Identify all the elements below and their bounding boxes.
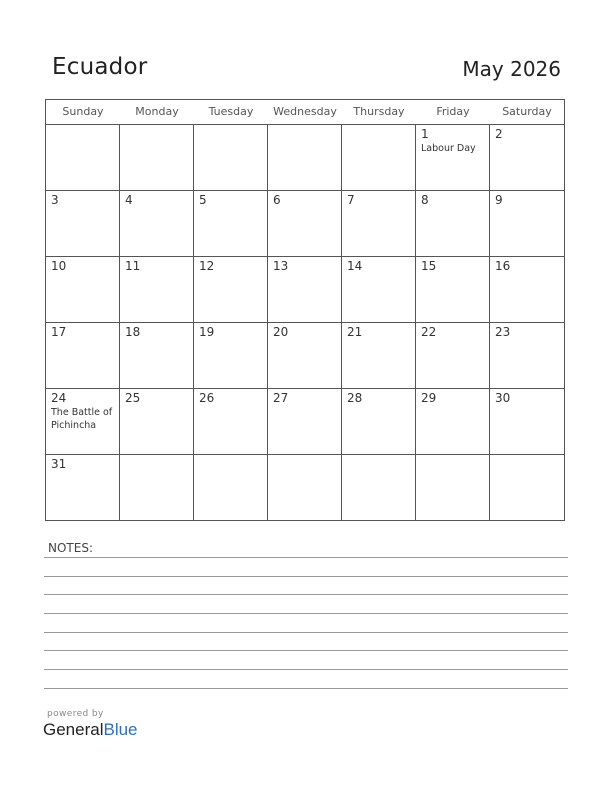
day-cell[interactable] bbox=[46, 257, 120, 322]
week-row bbox=[46, 455, 564, 520]
weekday-wednesday: Wednesday bbox=[273, 105, 337, 118]
day-number: 27 bbox=[273, 391, 289, 405]
day-number: 3 bbox=[51, 193, 59, 207]
weekday-tuesday: Tuesday bbox=[208, 105, 254, 118]
day-cell[interactable] bbox=[120, 389, 194, 454]
day-number: 30 bbox=[495, 391, 511, 405]
day-cell[interactable] bbox=[268, 191, 342, 256]
day-cell[interactable] bbox=[416, 257, 490, 322]
day-cell[interactable] bbox=[194, 125, 268, 190]
day-cell[interactable] bbox=[194, 191, 268, 256]
day-cell[interactable] bbox=[416, 323, 490, 388]
weeks-container bbox=[46, 125, 564, 520]
day-number: 1 bbox=[421, 127, 429, 141]
day-cell[interactable] bbox=[194, 389, 268, 454]
day-number: 17 bbox=[51, 325, 67, 339]
day-cell[interactable] bbox=[490, 323, 564, 388]
day-cell[interactable] bbox=[120, 125, 194, 190]
day-number: 26 bbox=[199, 391, 215, 405]
day-cell[interactable] bbox=[342, 455, 416, 520]
day-number: 2 bbox=[495, 127, 503, 141]
day-number: 14 bbox=[347, 259, 363, 273]
day-cell[interactable] bbox=[194, 257, 268, 322]
day-number: 13 bbox=[273, 259, 289, 273]
note-line bbox=[44, 669, 568, 670]
weekday-header-row bbox=[46, 100, 564, 125]
day-cell[interactable] bbox=[342, 257, 416, 322]
day-cell[interactable] bbox=[490, 257, 564, 322]
day-number: 16 bbox=[495, 259, 511, 273]
day-number: 6 bbox=[273, 193, 281, 207]
note-line bbox=[44, 594, 568, 595]
day-cell[interactable] bbox=[46, 323, 120, 388]
powered-by-text: powered by bbox=[47, 709, 104, 719]
day-cell[interactable] bbox=[342, 323, 416, 388]
day-cell[interactable] bbox=[416, 455, 490, 520]
weekday-sunday: Sunday bbox=[62, 105, 104, 118]
brand-general-text: General bbox=[43, 720, 104, 739]
day-cell[interactable] bbox=[342, 191, 416, 256]
day-cell[interactable] bbox=[490, 455, 564, 520]
holiday-label: The Battle of Pichincha bbox=[51, 407, 113, 431]
day-cell[interactable] bbox=[46, 191, 120, 256]
day-cell[interactable] bbox=[46, 389, 120, 454]
day-cell[interactable] bbox=[120, 191, 194, 256]
day-number: 18 bbox=[125, 325, 141, 339]
notes-label: NOTES: bbox=[48, 541, 93, 555]
day-cell[interactable] bbox=[490, 389, 564, 454]
weekday-thursday: Thursday bbox=[353, 105, 405, 118]
note-line bbox=[44, 688, 568, 689]
day-number: 21 bbox=[347, 325, 363, 339]
day-cell[interactable] bbox=[490, 125, 564, 190]
day-number: 25 bbox=[125, 391, 141, 405]
day-number: 4 bbox=[125, 193, 133, 207]
day-number: 10 bbox=[51, 259, 67, 273]
day-number: 7 bbox=[347, 193, 355, 207]
day-number: 9 bbox=[495, 193, 503, 207]
day-number: 22 bbox=[421, 325, 437, 339]
day-cell[interactable] bbox=[268, 323, 342, 388]
day-number: 12 bbox=[199, 259, 215, 273]
day-cell[interactable] bbox=[416, 191, 490, 256]
day-number: 29 bbox=[421, 391, 437, 405]
week-row bbox=[46, 257, 564, 323]
brand-blue-text: Blue bbox=[103, 720, 138, 739]
day-cell[interactable] bbox=[268, 125, 342, 190]
day-cell[interactable] bbox=[416, 389, 490, 454]
note-line bbox=[44, 557, 568, 558]
day-cell[interactable] bbox=[416, 125, 490, 190]
calendar-grid bbox=[45, 99, 565, 521]
day-cell[interactable] bbox=[268, 455, 342, 520]
day-cell[interactable] bbox=[194, 323, 268, 388]
day-cell[interactable] bbox=[490, 191, 564, 256]
day-number: 11 bbox=[125, 259, 141, 273]
day-number: 20 bbox=[273, 325, 289, 339]
day-number: 23 bbox=[495, 325, 511, 339]
note-line bbox=[44, 650, 568, 651]
day-number: 31 bbox=[51, 457, 67, 471]
day-number: 5 bbox=[199, 193, 207, 207]
day-cell[interactable] bbox=[120, 323, 194, 388]
week-row bbox=[46, 323, 564, 389]
day-number: 24 bbox=[51, 391, 67, 405]
week-row bbox=[46, 389, 564, 455]
holiday-label: Labour Day bbox=[421, 143, 476, 154]
day-cell[interactable] bbox=[342, 389, 416, 454]
week-row bbox=[46, 191, 564, 257]
day-cell[interactable] bbox=[268, 257, 342, 322]
generalblue-logo[interactable] bbox=[43, 720, 138, 740]
day-number: 8 bbox=[421, 193, 429, 207]
day-cell[interactable] bbox=[46, 455, 120, 520]
day-cell[interactable] bbox=[268, 389, 342, 454]
day-cell[interactable] bbox=[120, 455, 194, 520]
day-number: 15 bbox=[421, 259, 437, 273]
country-title: Ecuador bbox=[52, 54, 148, 80]
week-row bbox=[46, 125, 564, 191]
month-year-title: May 2026 bbox=[462, 57, 561, 81]
day-cell[interactable] bbox=[46, 125, 120, 190]
weekday-monday: Monday bbox=[135, 105, 179, 118]
note-line bbox=[44, 632, 568, 633]
day-number: 28 bbox=[347, 391, 363, 405]
day-number: 19 bbox=[199, 325, 215, 339]
note-line bbox=[44, 613, 568, 614]
day-cell[interactable] bbox=[194, 455, 268, 520]
day-cell[interactable] bbox=[120, 257, 194, 322]
note-line bbox=[44, 576, 568, 577]
weekday-friday: Friday bbox=[436, 105, 470, 118]
weekday-saturday: Saturday bbox=[502, 105, 552, 118]
day-cell[interactable] bbox=[342, 125, 416, 190]
